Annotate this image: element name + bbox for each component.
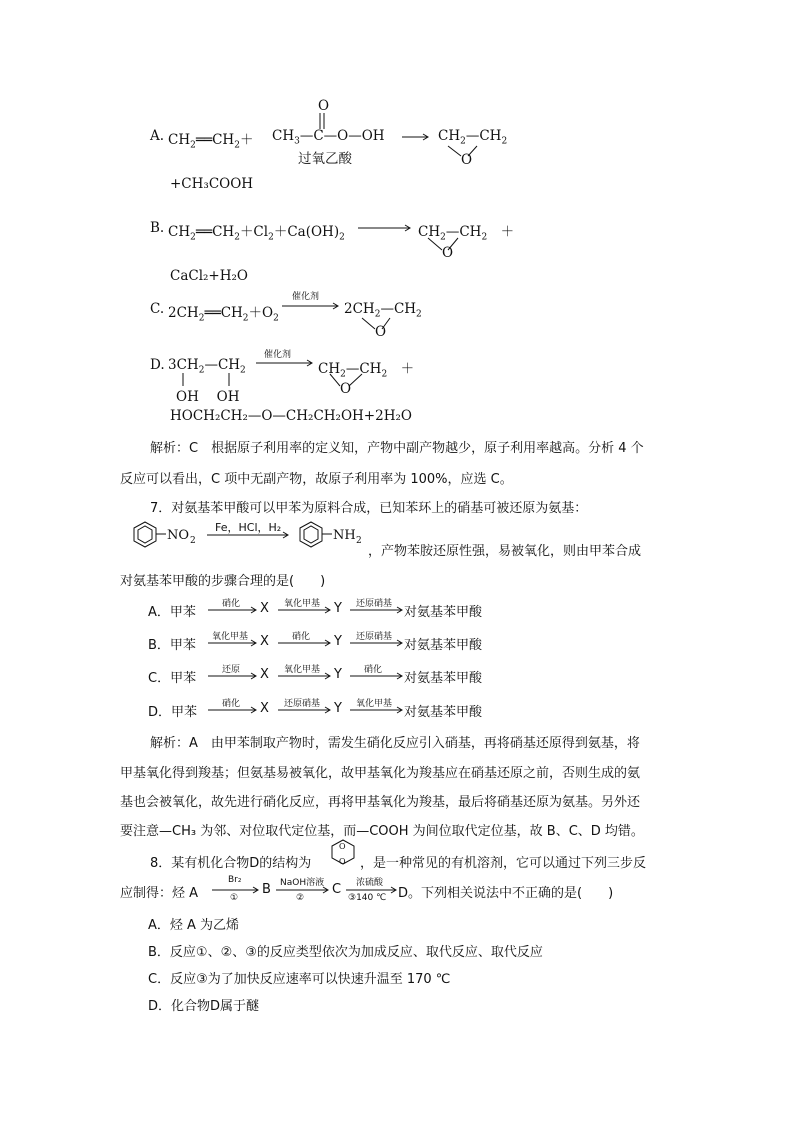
q7-b-step2: 硝化 <box>292 632 311 642</box>
q7-option-b-label: B．甲苯 <box>148 638 196 653</box>
q8-option-b[interactable]: B．反应①、②、③的反应类型依次为加成反应、取代反应、取代反应 <box>148 945 543 960</box>
q7-a-step3: 还原硝基 <box>356 599 393 609</box>
q7-a-step1: 硝化 <box>222 599 241 609</box>
q8-stem-prefix: 8．某有机化合物D的结构为 <box>150 856 312 871</box>
q7-c-step2: 氧化甲基 <box>284 665 321 675</box>
q8-step2-number: ② <box>296 893 305 903</box>
svg-text:O: O <box>339 842 346 851</box>
q8-stem-line-2-prefix: 应制得：烃 A <box>120 886 199 901</box>
q8-option-a[interactable]: A．烃 A 为乙烯 <box>148 918 240 933</box>
q7-option-a-label: A．甲苯 <box>148 605 196 620</box>
q7-b-step1: 氧化甲基 <box>212 632 249 642</box>
q7-c-y: Y <box>334 667 342 682</box>
q7-d-y: Y <box>334 701 342 716</box>
q7-option-c-label: C．甲苯 <box>148 671 197 686</box>
q7-b-x: X <box>260 634 269 649</box>
q7-d-step3: 氧化甲基 <box>356 699 393 709</box>
q7-d-end: 对氨基苯甲酸 <box>404 705 483 720</box>
q8-step2-reagent: NaOH溶液 <box>280 878 325 888</box>
catalyst-c: 催化剂 <box>292 292 320 302</box>
reaction-b-reactants: $CH_2══CH_2+Cl_2+Ca(OH)_2$ <box>168 224 345 243</box>
q8-stem-suffix: ，是一种常见的有机溶剂，它可以通过下列三步反 <box>360 856 647 871</box>
epoxide-a: $CH_2—CH_2$ <box>438 128 508 147</box>
svg-text:NH: NH <box>333 528 356 543</box>
epoxide-d-oxygen: O <box>340 381 352 397</box>
q7-a-step2: 氧化甲基 <box>284 599 321 609</box>
q7-c-step1: 还原 <box>222 665 241 675</box>
q7-d-step2: 还原硝基 <box>284 699 321 709</box>
svg-text:2: 2 <box>356 536 362 546</box>
q7-analysis-line-1: 解析：A 由甲苯制取产物时，需发生硝化反应引入硝基，再将硝基还原得到氨基，将 <box>150 736 640 751</box>
q7-analysis-line-2: 甲基氧化得到羧基；但氨基易被氧化，故甲基氧化为羧基应在硝基还原之前，否则生成的氨 <box>120 766 641 781</box>
option-d-label: D. <box>150 357 165 373</box>
svg-text:NO: NO <box>167 528 190 543</box>
q8-step1-reagent: Br₂ <box>228 875 242 885</box>
reaction-c-reactants: $2CH_2══CH_2+O_2$ <box>168 305 279 324</box>
epoxide-b: $CH_2—CH_2$ ＋ <box>418 224 515 243</box>
q7-b-end: 对氨基苯甲酸 <box>404 638 483 653</box>
option-c-label: C. <box>150 301 165 317</box>
peracetic-acid-name: 过氧乙酸 <box>298 151 352 167</box>
q8-c: C <box>332 882 342 897</box>
q7-stem-line-3: 对氨基苯甲酸的步骤合理的是( ) <box>120 574 326 589</box>
q8-step1-number: ① <box>230 893 239 903</box>
q8-stem-line-2-suffix: D。下列相关说法中不正确的是( ) <box>398 886 614 901</box>
q8-option-c[interactable]: C．反应③为了加快反应速率可以快速升温至 170 ℃ <box>148 972 451 987</box>
peracetic-acid-formula: $CH_3—C—O—OH$ <box>272 128 385 147</box>
q6-analysis-line-1: 解析：C 根据原子利用率的定义知，产物中副产物越少，原子利用率越高。分析 4 个 <box>150 441 644 456</box>
q7-c-end: 对氨基苯甲酸 <box>404 671 483 686</box>
q8-step3-condition: ③140 ℃ <box>348 893 387 903</box>
glycol-formula: $3CH_2—CH_2$ <box>168 357 246 376</box>
q7-c-step3: 硝化 <box>364 665 383 675</box>
q7-a-end: 对氨基苯甲酸 <box>404 605 483 620</box>
q7-c-x: X <box>260 667 269 682</box>
epoxide-b-oxygen: O <box>442 245 454 261</box>
q7-stem-line-2: ，产物苯胺还原性强，易被氧化，则由甲苯合成 <box>368 544 642 559</box>
option-a-label: A. <box>150 128 165 144</box>
q8-option-d[interactable]: D．化合物D属于醚 <box>148 999 260 1014</box>
q7-b-step3: 还原硝基 <box>356 632 393 642</box>
q7-analysis-line-4: 要注意—CH₃ 为邻、对位取代定位基，而—COOH 为间位取代定位基，故 B、C、D 均错。 <box>120 824 644 839</box>
catalyst-d: 催化剂 <box>264 350 292 360</box>
epoxide-d: $CH_2—CH_2$ ＋ <box>318 361 415 380</box>
option-b-label: B. <box>150 220 165 236</box>
q7-d-step1: 硝化 <box>222 699 241 709</box>
q7-stem-line-1: 7．对氨基苯甲酸可以甲苯为原料合成，已知苯环上的硝基可被还原为氨基： <box>150 501 588 516</box>
epoxide-c-oxygen: O <box>375 324 387 340</box>
epoxide-a-oxygen: O <box>461 152 473 168</box>
reaction-a-tail: +CH₃COOH <box>170 176 254 192</box>
svg-text:2: 2 <box>190 536 196 546</box>
glycol-oh-groups: OH OH <box>176 389 240 405</box>
epoxide-c: $2CH_2—CH_2$ <box>344 301 422 320</box>
q8-step3-reagent: 浓硫酸 <box>356 878 384 888</box>
q7-analysis-line-3: 基也会被氧化，故先进行硝化反应，再将甲基氧化为羧基，最后将硝基还原为氨基。另外还 <box>120 795 641 810</box>
q7-b-y: Y <box>334 634 342 649</box>
q8-b: B <box>262 882 271 897</box>
reaction-d-tail: HOCH₂CH₂—O—CH₂CH₂OH+2H₂O <box>170 408 412 424</box>
q7-a-x: X <box>260 601 269 616</box>
q7-a-y: Y <box>334 601 342 616</box>
ethylene-formula: $CH_2══CH_2+$ <box>168 132 254 151</box>
reaction-b-tail: CaCl₂+H₂O <box>170 268 249 284</box>
q7-d-x: X <box>260 701 269 716</box>
q7-option-d-label: D．甲苯 <box>148 705 198 720</box>
svg-text:O: O <box>339 857 346 866</box>
carbonyl-oxygen: O <box>318 98 330 114</box>
q7-reagent: Fe，HCl，H₂ <box>215 521 282 534</box>
q6-analysis-line-2: 反应可以看出，C 项中无副产物，故原子利用率为 100%，应选 C。 <box>120 472 513 487</box>
